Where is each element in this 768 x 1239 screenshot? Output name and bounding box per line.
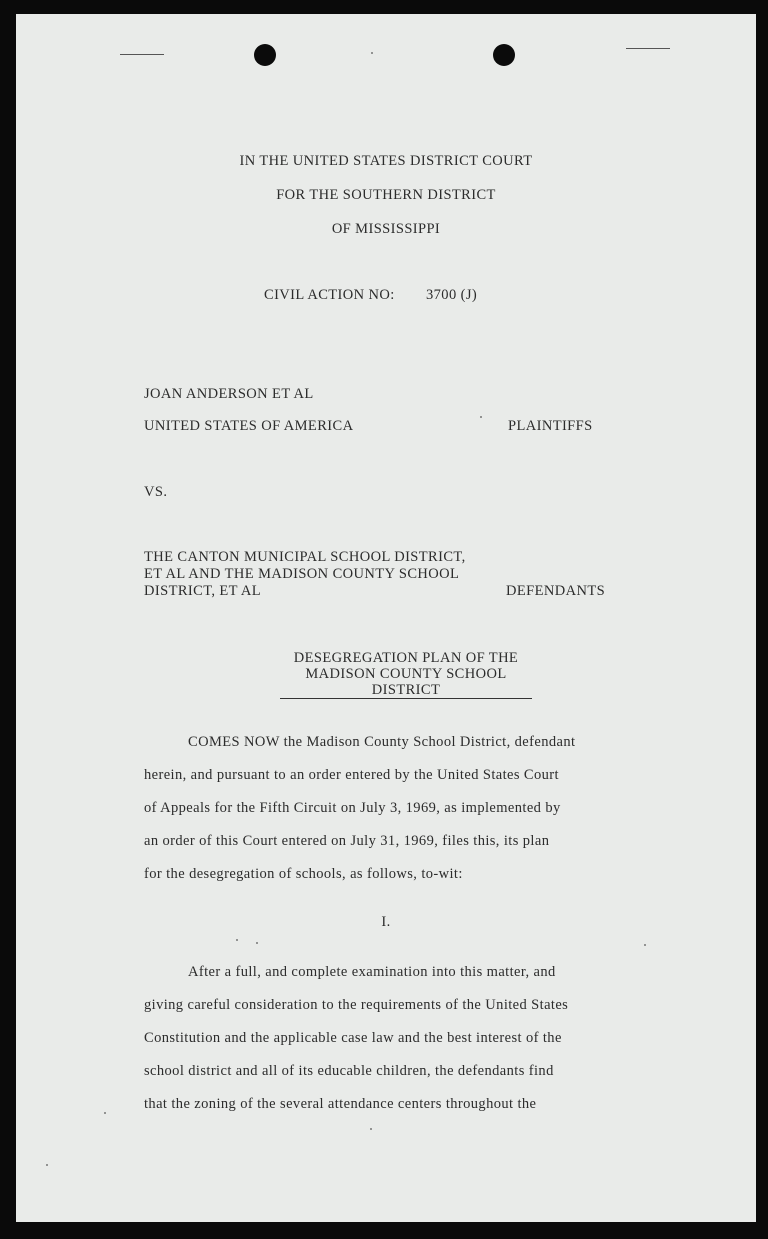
paragraph-1-line-5: for the desegregation of schools, as follows, to-wit: [144, 866, 463, 882]
scan-speck [370, 1128, 372, 1130]
scan-speck [644, 944, 646, 946]
court-line-2: FOR THE SOUTHERN DISTRICT [276, 187, 496, 203]
paragraph-2-line-2: giving careful consideration to the requirements of the United States [144, 997, 569, 1013]
punch-hole-left [254, 44, 276, 66]
defendants-role: DEFENDANTS [506, 583, 606, 599]
plan-title-line-2: MADISON COUNTY SCHOOL [305, 666, 507, 682]
punch-hole-right [493, 44, 515, 66]
versus: VS. [144, 484, 168, 500]
plaintiff-name-2: UNITED STATES OF AMERICA [144, 418, 354, 434]
plaintiff-name-1: JOAN ANDERSON ET AL [144, 386, 314, 402]
scan-speck [104, 1112, 106, 1114]
binder-mark-left [120, 54, 164, 55]
paragraph-1-line-3: of Appeals for the Fifth Circuit on July 3, 1969, as implemented by [144, 800, 561, 816]
scan-speck [371, 52, 373, 54]
plan-title-line-3: DISTRICT [371, 682, 441, 698]
scan-speck [46, 1164, 48, 1166]
plan-title-line-1: DESEGREGATION PLAN OF THE [293, 650, 519, 666]
document-page [16, 14, 756, 1222]
title-underline [280, 698, 532, 699]
paragraph-1-line-1: COMES NOW the Madison County School District, defendant [188, 734, 576, 750]
scan-speck [256, 942, 258, 944]
plan-title [278, 650, 534, 698]
civil-action-label: CIVIL ACTION NO: [264, 287, 395, 303]
paragraph-2-line-3: Constitution and the applicable case law and the best interest of the [144, 1030, 562, 1046]
defendant-line-1: THE CANTON MUNICIPAL SCHOOL DISTRICT, [144, 549, 466, 565]
paragraph-2-line-1: After a full, and complete examination into this matter, and [188, 964, 556, 980]
section-number: I. [381, 914, 391, 930]
paragraph-1-line-2: herein, and pursuant to an order entered by the United States Court [144, 767, 559, 783]
defendant-line-2: ET AL AND THE MADISON COUNTY SCHOOL [144, 566, 460, 582]
civil-action-number: 3700 (J) [426, 287, 478, 303]
court-line-1: IN THE UNITED STATES DISTRICT COURT [239, 153, 533, 169]
scan-speck [236, 939, 238, 941]
paragraph-2-line-5: that the zoning of the several attendance centers throughout the [144, 1096, 537, 1112]
paragraph-1-line-4: an order of this Court entered on July 31, 1969, files this, its plan [144, 833, 550, 849]
scan-speck [480, 416, 482, 418]
binder-mark-right [626, 48, 670, 49]
defendant-line-3: DISTRICT, ET AL [144, 583, 262, 599]
plaintiffs-role: PLAINTIFFS [508, 418, 593, 434]
court-line-3: OF MISSISSIPPI [331, 221, 441, 237]
paragraph-2-line-4: school district and all of its educable children, the defendants find [144, 1063, 554, 1079]
